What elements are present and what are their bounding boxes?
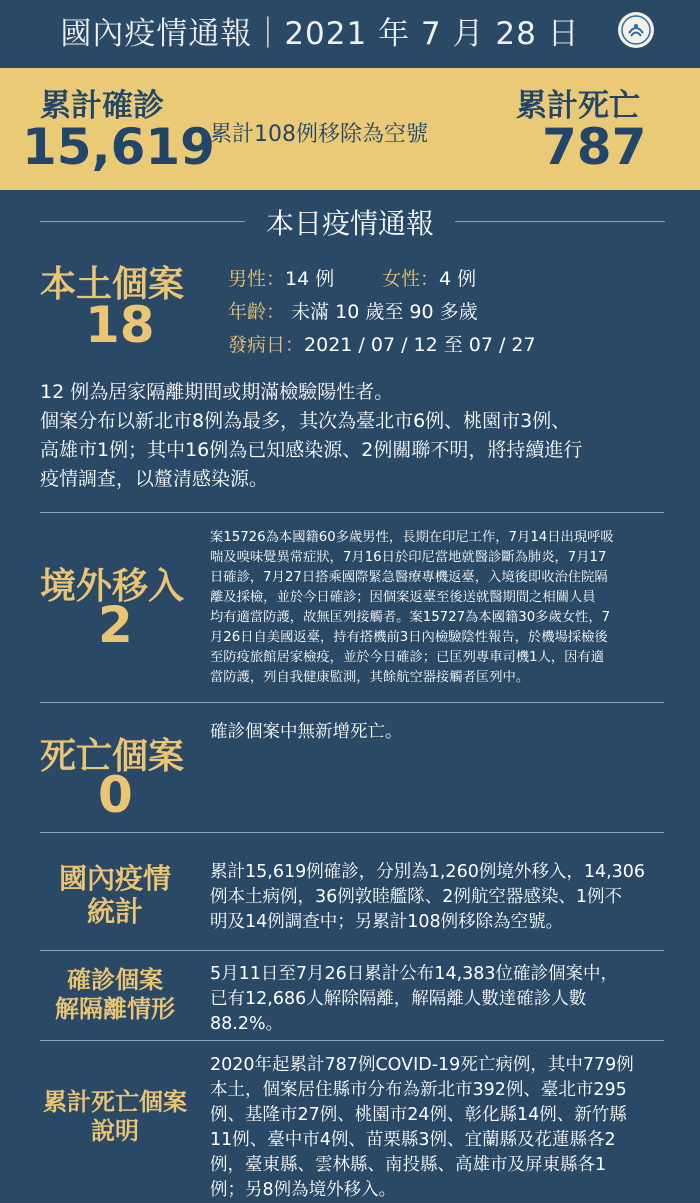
local-paragraph-line: 疫情調查，以釐清感染源。 [40,468,269,490]
imported-cases-label: 境外移入 [40,566,185,607]
local-paragraph-line: 12 例為居家隔離期間或期滿檢驗陽性者。 [40,381,394,403]
cumulative-death-paragraph-line: 例；另8例為境外移入。 [210,1180,397,1200]
cumulative-death-paragraph-line: 2020年起累計787例COVID-19死亡病例，其中779例 [210,1055,634,1075]
onset-label: 發病日： [228,334,305,356]
cumulative-death-paragraph-line: 例，臺東縣、雲林縣、南投縣、高雄市及屏東縣各1 [210,1155,607,1175]
stats-label-line: 國內疫情 [58,862,171,895]
release-paragraph-line: 88.2%。 [210,1014,284,1034]
female-label: 女性： [382,268,440,290]
imported-paragraph-line: 日確診，7月27日搭乘國際緊急醫療專機返臺，入境後即收治住院隔 [210,570,608,585]
imported-paragraph-line: 月26日自美國返臺，持有搭機前3日內檢驗陰性報告，於機場採檢後 [210,630,608,645]
divider [40,512,664,513]
confirmed-label: 累計確診 [40,88,164,124]
stats-paragraph-line: 明及14例調查中；另累計108例移除為空號。 [210,912,564,932]
female-value: 4 例 [439,268,477,290]
deaths-label: 累計死亡 [516,88,640,124]
imported-paragraph-line: 離及採檢，並於今日確診；因個案返臺至後送就醫期間之相關人員 [210,590,596,605]
local-paragraph-line: 高雄市1例；其中16例為已知感染源、2例關聯不明，將持續進行 [40,439,583,461]
release-label-line: 確診個案 [67,966,163,994]
stats-label [40,862,190,928]
age-row [228,297,478,324]
confirmed-value: 15,619 [22,118,215,176]
imported-paragraph-line: 至防疫旅館居家檢疫，並於今日確診；已匡列專車司機1人，因有適 [210,650,605,665]
release-paragraph [210,962,690,1037]
cdc-logo-icon [618,12,654,48]
imported-paragraph [210,528,690,688]
divider [40,832,664,833]
stats-paragraph-line: 例本土病例，36例敦睦艦隊、2例航空器感染、1例不 [210,887,623,907]
cumulative-death-paragraph-line: 11例、臺中市4例、苗栗縣3例、宜蘭縣及花蓮縣各2 [210,1130,616,1150]
death-cases-label: 死亡個案 [40,736,185,777]
divider [40,702,664,703]
gender-row [228,264,334,291]
deaths-value: 787 [542,118,647,176]
imported-cases-count: 2 [98,596,133,654]
male-label: 男性： [228,268,286,290]
age-label: 年齡： [228,301,286,323]
male-value: 14 例 [285,268,335,290]
release-paragraph-line: 已有12,686人解除隔離，解隔離人數達確診人數 [210,989,587,1009]
local-cases-count: 18 [85,296,155,354]
stats-paragraph-line: 累計15,619例確診，分別為1,260例境外移入，14,306 [210,862,646,882]
cumulative-death-paragraph [210,1053,690,1203]
page-title: 國內疫情通報｜2021 年 7 月 28 日 [60,16,580,52]
release-label [40,966,190,1024]
imported-paragraph-line: 當防護，列自我健康監測，其餘航空器接觸者匡列中。 [210,670,530,685]
divider [40,1040,664,1041]
stats-paragraph [210,860,690,935]
release-paragraph-line: 5月11日至7月26日累計公布14,383位確診個案中， [210,964,619,984]
death-cases-count: 0 [98,766,133,824]
onset-value: 2021 / 07 / 12 至 07 / 27 [304,334,536,356]
divider [40,950,664,951]
section-title: 本日疫情通報 [265,207,434,240]
imported-paragraph-line: 均有適當防護，故無匡列接觸者。案15727為本國籍30多歲女性，7 [210,610,611,625]
onset-row [228,330,536,357]
cumulative-death-label [30,1088,200,1146]
stats-label-line: 統計 [86,895,143,928]
local-paragraph-line: 個案分布以新北市8例為最多，其次為臺北市6例、桃園市3例、 [40,410,571,432]
local-cases-label: 本土個案 [40,264,185,305]
imported-paragraph-line: 喘及嗅味覺異常症狀，7月16日於印尼當地就醫診斷為肺炎，7月17 [210,550,607,565]
local-paragraph [40,378,680,494]
death-text: 確診個案中無新增死亡。 [210,722,403,742]
cumulative-death-paragraph-line: 本土，個案居住縣市分布為新北市392例、臺北市295 [210,1080,627,1100]
cumulative-death-label-line: 累計死亡個案 [43,1088,187,1116]
section-line-right [455,221,665,222]
release-label-line: 解隔離情形 [55,995,175,1023]
age-value: 未滿 10 歲至 90 多歲 [291,301,478,323]
cumulative-death-label-line: 說明 [91,1117,139,1145]
imported-paragraph-line: 案15726為本國籍60多歲男性，長期在印尼工作，7月14日出現呼吸 [210,530,614,545]
removed-note: 累計108例移除為空號 [210,122,428,147]
cumulative-death-paragraph-line: 例、基隆市27例、桃園市24例、彰化縣14例、新竹縣 [210,1105,627,1125]
female-row [382,264,476,291]
